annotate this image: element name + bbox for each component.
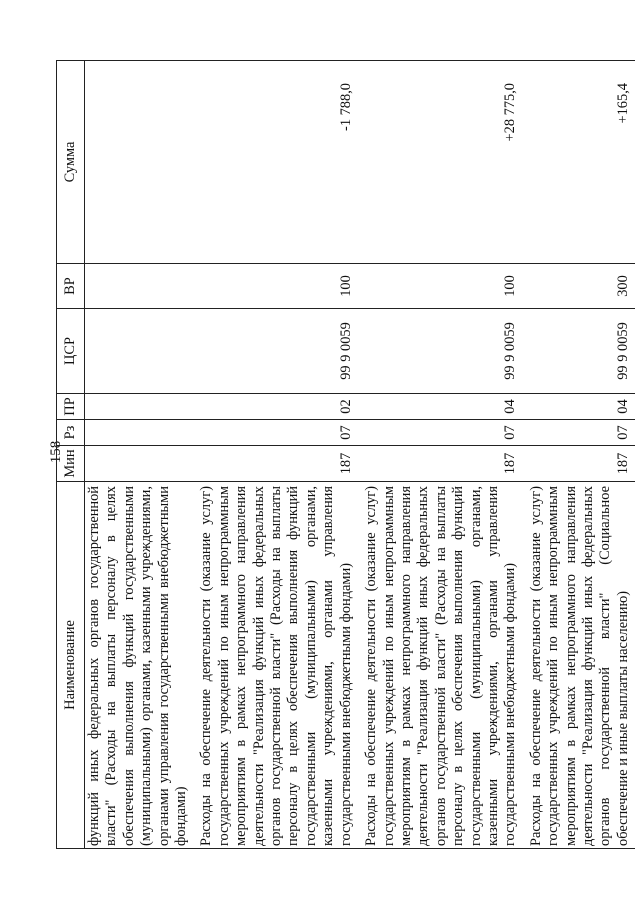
row-vr — [85, 264, 194, 309]
table-row — [523, 61, 635, 849]
row-name: Расходы на обеспечение деятельности (оказание услуг) государственных учреждений по иным непрограммным мероприятиям в рамках непрограммного направления деятельности "Реализация функций иных федеральных органов государственной власти" (Расходы на выплаты персоналу в целях обеспечения выполнения функций государственными (муниципальными) органами, казенными учреждениями, органами управления государственными внебюджетными фондами) — [193, 482, 358, 849]
row-pr — [85, 394, 194, 420]
row-vr: 300 — [523, 264, 635, 309]
row-rz: 07 — [523, 420, 635, 446]
row-vr: 100 — [358, 264, 523, 309]
rotated-table-container — [56, 61, 631, 849]
page-number: 158 — [48, 440, 64, 464]
row-min: 187 — [193, 446, 358, 482]
table-row — [358, 61, 523, 849]
row-csr: 99 9 0059 — [193, 309, 358, 394]
header-sum: Сумма — [57, 61, 85, 264]
table-row — [85, 61, 194, 849]
row-min — [85, 446, 194, 482]
row-sum — [85, 61, 194, 264]
row-rz: 07 — [193, 420, 358, 446]
budget-table — [56, 60, 635, 849]
row-rz: 07 — [358, 420, 523, 446]
header-vr: ВР — [57, 264, 85, 309]
header-csr: ЦСР — [57, 309, 85, 394]
row-csr — [85, 309, 194, 394]
header-pr: ПР — [57, 394, 85, 420]
header-name: Наименование — [57, 482, 85, 849]
table-header-row — [57, 61, 85, 849]
row-min: 187 — [358, 446, 523, 482]
row-sum: -1 788,0 — [193, 61, 358, 264]
row-rz — [85, 420, 194, 446]
row-name: Расходы на обеспечение деятельности (оказание услуг) государственных учреждений по иным непрограммным мероприятиям в рамках непрограммного направления деятельности "Реализация функций иных федеральных органов государственной власти" (Расходы на выплаты персоналу в целях обеспечения выполнения функций государственными (муниципальными) органами, казенными учреждениями, органами управления государственными внебюджетными фондами) — [358, 482, 523, 849]
header-min: Мин — [57, 446, 85, 482]
row-csr: 99 9 0059 — [523, 309, 635, 394]
row-sum: +28 775,0 — [358, 61, 523, 264]
row-min: 187 — [523, 446, 635, 482]
row-pr: 02 — [193, 394, 358, 420]
row-pr: 04 — [358, 394, 523, 420]
row-csr: 99 9 0059 — [358, 309, 523, 394]
table-row — [193, 61, 358, 849]
row-sum: +165,4 — [523, 61, 635, 264]
row-vr: 100 — [193, 264, 358, 309]
row-name: функций иных федеральных органов государственной власти" (Расходы на выплаты персоналу в целях обеспечения выполнения функций государственными (муниципальными) органами, казенными учреждениями, органами управления государственными внебюджетными фондами) — [85, 482, 194, 849]
header-rz: Рз — [57, 420, 85, 446]
row-name: Расходы на обеспечение деятельности (оказание услуг) государственных учреждений по иным непрограммным мероприятиям в рамках непрограммного направления деятельности "Реализация функций иных федеральных органов государственной власти" (Социальное обеспечение и иные выплаты населению) — [523, 482, 635, 849]
row-pr: 04 — [523, 394, 635, 420]
